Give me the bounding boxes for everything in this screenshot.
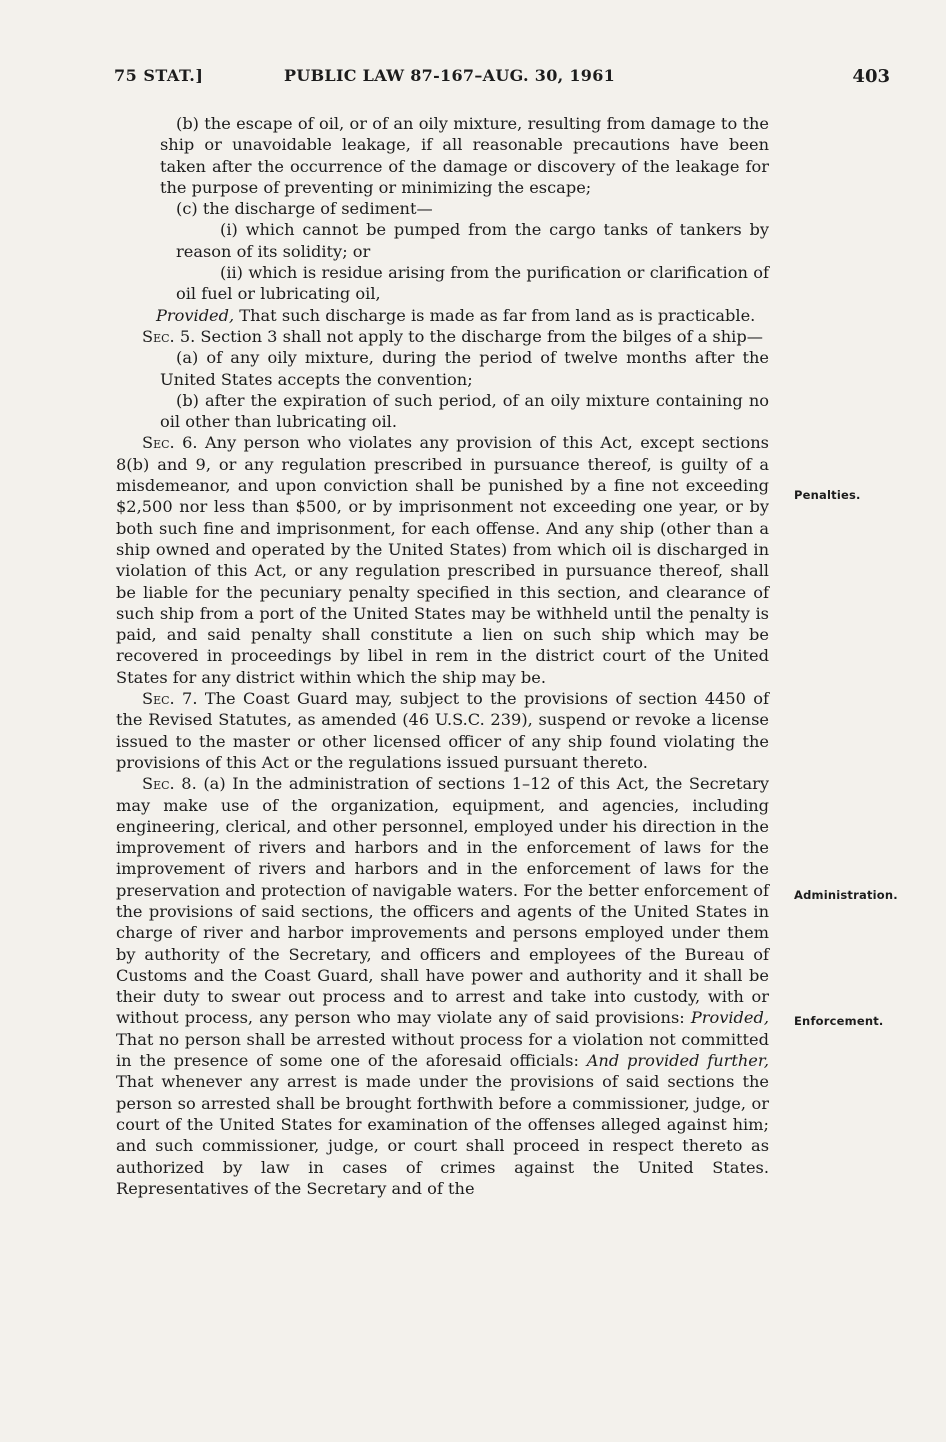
section-5-clause-a: (a) of any oily mixture, during the period of twelve months after the United States accepts the convention; bbox=[160, 348, 769, 389]
section-8 bbox=[116, 773, 769, 1199]
section-8-text-a: (a) In the administration of sections 1–12 of this Act, the Secretary may make use of the organization, equipment, and agencies, including engineering, clerical, and other personnel, employed under his direction in the improvement of rivers and harbors and in the enforcement of laws for the improvement of rivers and harbors and in the enforcement of laws for the preservation and protection of navigable waters. For the better enforcement of the provisions of said sections, the officers and agents of the United States in charge of river and harbor improvements and persons employed under them by authority of the Secretary, and officers and employees of the Bureau of Customs and the Coast Guard, shall have power and authority and it shall be their duty to swear out process and to arrest and take into custody, with or without process, any person who may violate any of said provisions: bbox=[116, 774, 769, 1028]
margin-note-administration: Administration. bbox=[794, 888, 898, 902]
section-8-proviso-further: And provided further, bbox=[586, 1051, 769, 1071]
volume-reference: 75 STAT.] bbox=[114, 66, 204, 85]
clause-c-sediment: (c) the discharge of sediment— bbox=[176, 199, 433, 219]
statute-text bbox=[116, 113, 769, 1199]
section-7-label: Sec. 7. bbox=[142, 689, 198, 709]
proviso-text: That such discharge is made as far from land as is practicable. bbox=[234, 305, 756, 325]
clause-b-escape: (b) the escape of oil, or of an oily mixture, resulting from damage to the ship or unavoidable leakage, if all reasonable precautions have been taken after the occurrence of the damage or discovery of the leakage for the purpose of preventing or minimizing the escape; bbox=[160, 114, 769, 197]
margin-note-penalties: Penalties. bbox=[794, 488, 861, 502]
section-8-text-b: That no person shall be arrested without process for a violation not committed in the presence of some one of the aforesaid officials: bbox=[116, 1029, 769, 1071]
subclause-ii: (ii) which is residue arising from the purification or clarification of oil fuel or lubricating oil, bbox=[176, 263, 769, 304]
section-8-label: Sec. 8. bbox=[142, 774, 197, 794]
section-6-label: Sec. 6. bbox=[142, 433, 198, 453]
section-6-text: Any person who violates any provision of this Act, except sections 8(b) and 9, or any regulation prescribed in pursuance thereof, is guilty of a misdemeanor, and upon conviction shall be punished by a fine not exceeding $2,500 nor less than $500, or by imprisonment not exceeding one year, or by both such fine and imprisonment, for each offense. And any ship (other than a ship owned and operated by the United States) from which oil is discharged in violation of this Act, or any regulation prescribed in pursuance thereof, shall be liable for the pecuniary penalty specified in this section, and clearance of such ship from a port of the United States may be withheld until the penalty is paid, and said penalty shall constitute a lien on such ship which may be recovered in proceedings by libel in rem in the district court of the United States for any district within which the ship may be. bbox=[116, 433, 769, 687]
page-header bbox=[114, 66, 890, 90]
proviso bbox=[156, 305, 769, 326]
subclause-i: (i) which cannot be pumped from the cargo tanks of tankers by reason of its solidity; or bbox=[176, 220, 769, 261]
section-8-text-c: That whenever any arrest is made under the provisions of said sections the person so arrested shall be brought forthwith before a commissioner, judge, or court of the United States for examination of the offenses alleged against him; and such commissioner, judge, or court shall proceed in respect thereto as authorized by law in cases of crimes against the United States. Representatives of the Secretary and of the bbox=[116, 1072, 769, 1198]
section-7 bbox=[116, 688, 769, 773]
section-6 bbox=[116, 432, 769, 688]
section-8-proviso: Provided, bbox=[690, 1008, 769, 1028]
running-title: PUBLIC LAW 87-167–AUG. 30, 1961 bbox=[284, 66, 616, 85]
proviso-keyword: Provided, bbox=[156, 305, 235, 325]
section-5-clause-b: (b) after the expiration of such period, of an oily mixture containing no oil other than lubricating oil. bbox=[160, 390, 769, 432]
margin-note-enforcement: Enforcement. bbox=[794, 1014, 884, 1028]
section-5 bbox=[116, 326, 769, 347]
section-5-text: Section 3 shall not apply to the discharge from the bilges of a ship— bbox=[195, 326, 763, 346]
section-5-label: Sec. 5. bbox=[142, 326, 196, 346]
section-7-text: The Coast Guard may, subject to the provisions of section 4450 of the Revised Statutes, as amended (46 U.S.C. 239), suspend or revoke a license issued to the master or other licensed officer of any ship found violating the provisions of this Act or the regulations issued pursuant thereto. bbox=[116, 689, 769, 772]
page-number: 403 bbox=[852, 66, 890, 87]
